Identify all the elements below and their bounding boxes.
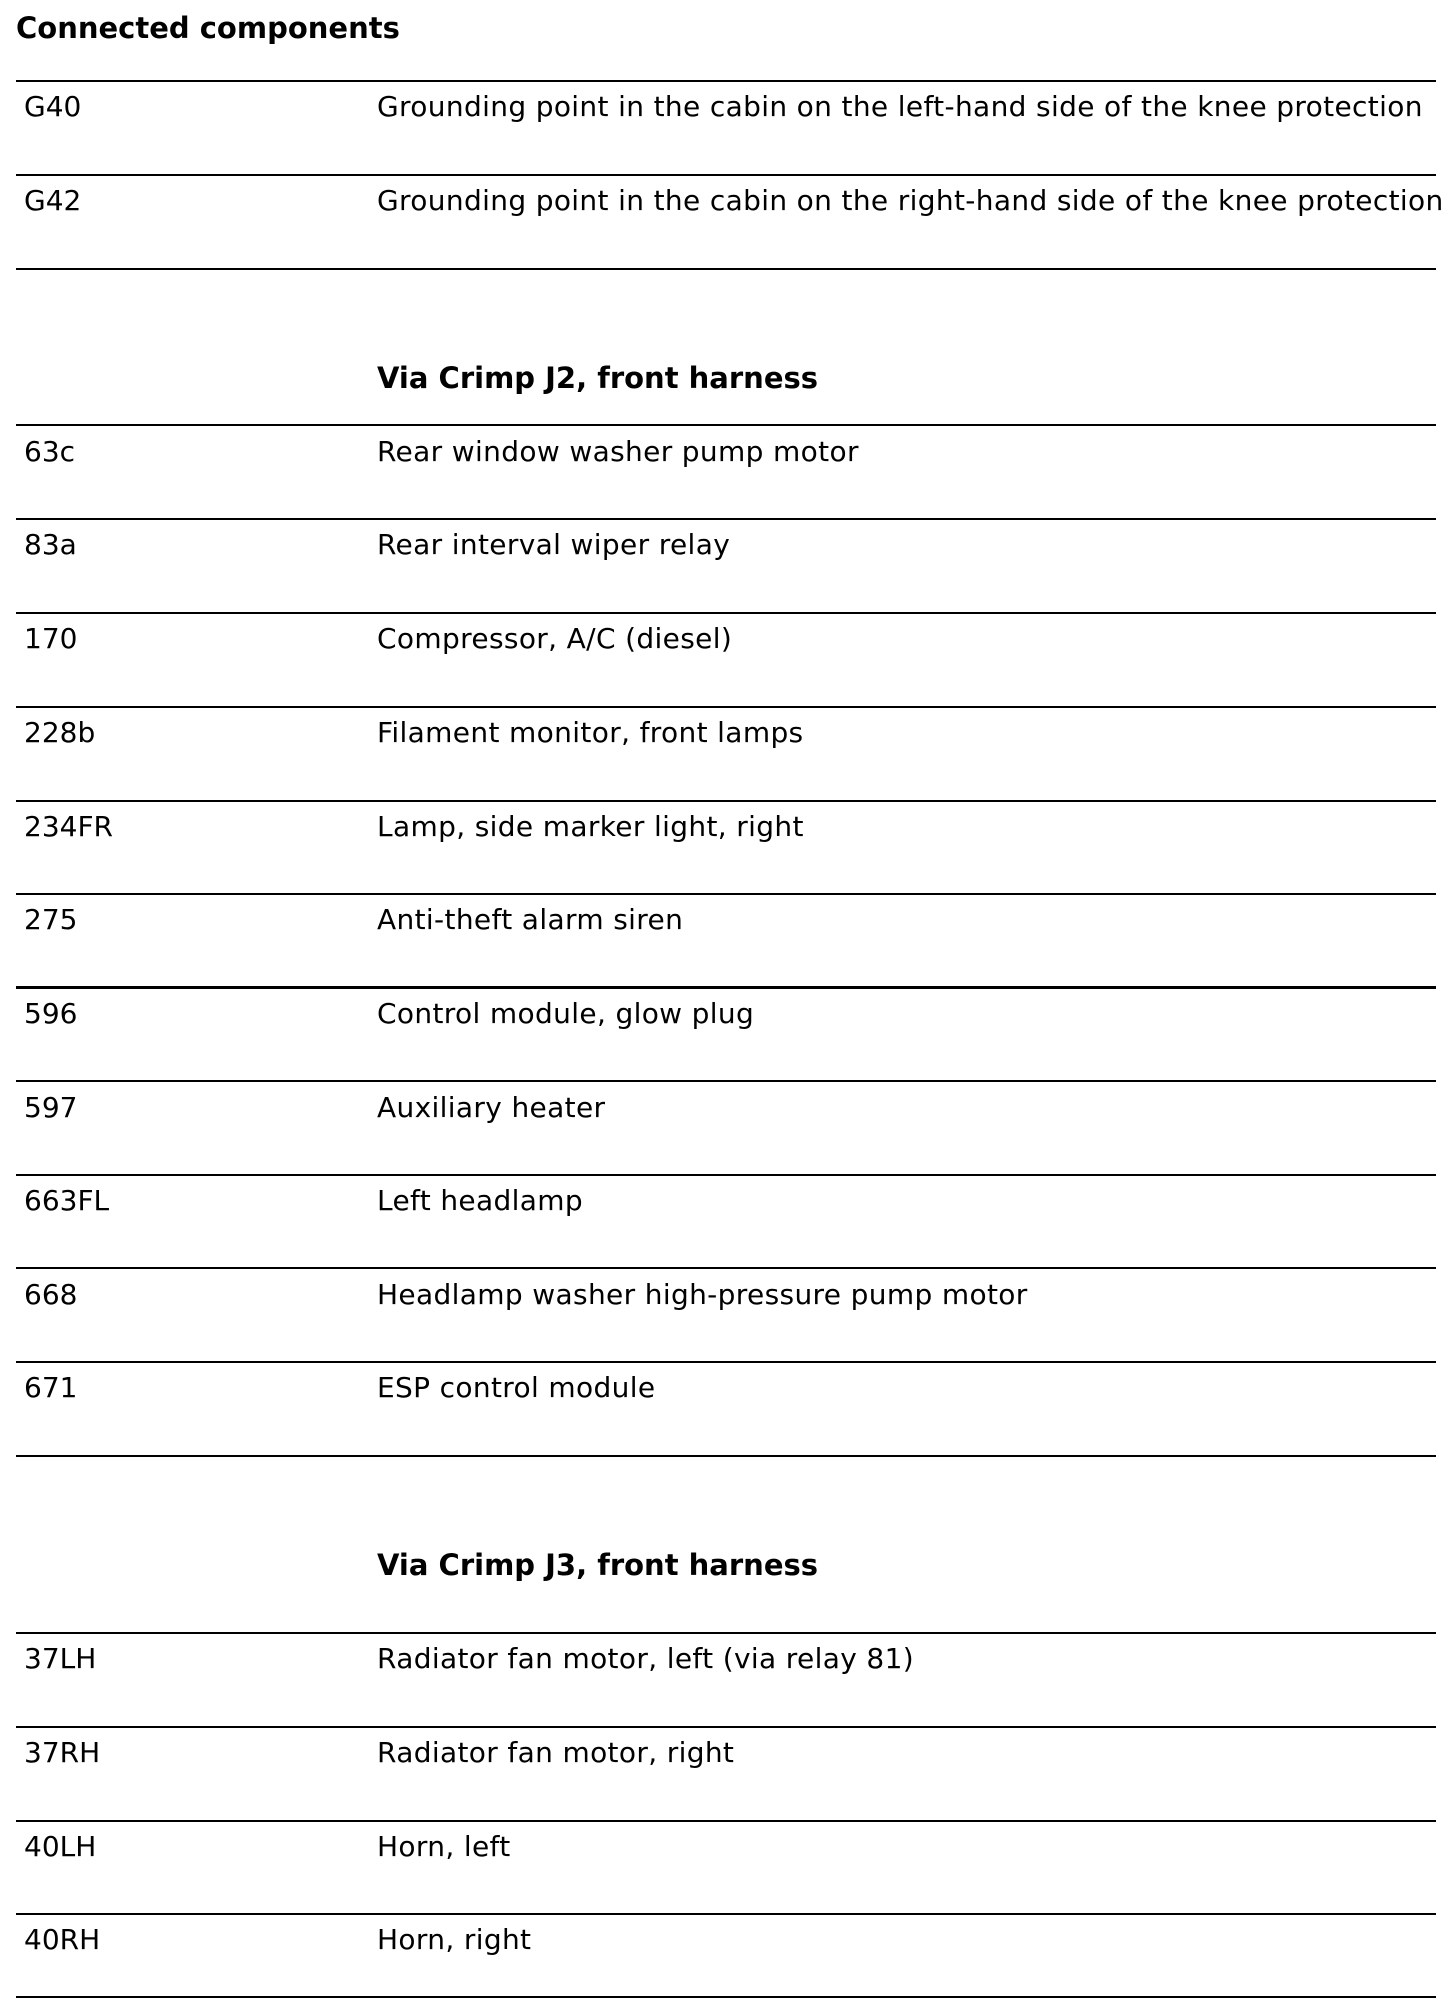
component-description: ESP control module — [377, 1371, 656, 1404]
table-rule — [16, 1726, 1436, 1728]
component-description: Auxiliary heater — [377, 1091, 606, 1124]
table-rule — [16, 1361, 1436, 1363]
component-code: 228b — [24, 716, 96, 749]
component-code: 668 — [24, 1278, 78, 1311]
component-code: 671 — [24, 1371, 78, 1404]
component-description: Radiator fan motor, left (via relay 81) — [377, 1642, 915, 1675]
component-code: G40 — [24, 90, 82, 123]
component-code: 83a — [24, 528, 77, 561]
component-description: Rear window washer pump motor — [377, 435, 859, 468]
component-code: 37LH — [24, 1642, 97, 1675]
table-rule — [16, 1267, 1436, 1269]
component-code: 597 — [24, 1091, 78, 1124]
component-code: 37RH — [24, 1736, 101, 1769]
section-heading-j3: Via Crimp J3, front harness — [377, 1548, 819, 1582]
table-rule — [16, 518, 1436, 520]
table-rule — [16, 1632, 1436, 1634]
table-rule — [16, 174, 1436, 176]
table-rule — [16, 800, 1436, 802]
table-rule — [16, 1996, 1436, 1998]
table-rule — [16, 424, 1436, 426]
table-rule — [16, 1455, 1436, 1457]
component-description: Compressor, A/C (diesel) — [377, 622, 733, 655]
table-rule — [16, 706, 1436, 708]
component-code: G42 — [24, 184, 82, 217]
component-description: Control module, glow plug — [377, 997, 755, 1030]
table-rule — [16, 1820, 1436, 1822]
table-rule — [16, 268, 1436, 270]
table-rule — [16, 612, 1436, 614]
component-code: 40LH — [24, 1830, 97, 1863]
table-rule — [16, 986, 1436, 989]
component-code: 234FR — [24, 810, 114, 843]
document-title: Connected components — [16, 11, 400, 45]
component-description: Grounding point in the cabin on the left-hand side of the knee protection — [377, 90, 1423, 123]
component-code: 40RH — [24, 1923, 101, 1956]
component-description: Left headlamp — [377, 1184, 584, 1217]
table-rule — [16, 80, 1436, 82]
component-description: Radiator fan motor, right — [377, 1736, 735, 1769]
component-description: Rear interval wiper relay — [377, 528, 731, 561]
section-heading-j2: Via Crimp J2, front harness — [377, 361, 819, 395]
component-code: 275 — [24, 903, 78, 936]
table-rule — [16, 1913, 1436, 1915]
component-description: Anti-theft alarm siren — [377, 903, 684, 936]
component-code: 663FL — [24, 1184, 110, 1217]
component-description: Horn, right — [377, 1923, 532, 1956]
table-rule — [16, 893, 1436, 895]
component-description: Headlamp washer high-pressure pump motor — [377, 1278, 1028, 1311]
component-description: Filament monitor, front lamps — [377, 716, 804, 749]
component-code: 170 — [24, 622, 78, 655]
component-description: Horn, left — [377, 1830, 511, 1863]
component-code: 63c — [24, 435, 76, 468]
table-rule — [16, 1080, 1436, 1082]
component-description: Lamp, side marker light, right — [377, 810, 804, 843]
table-rule — [16, 1174, 1436, 1176]
component-description: Grounding point in the cabin on the right-hand side of the knee protection — [377, 184, 1444, 217]
component-code: 596 — [24, 997, 78, 1030]
